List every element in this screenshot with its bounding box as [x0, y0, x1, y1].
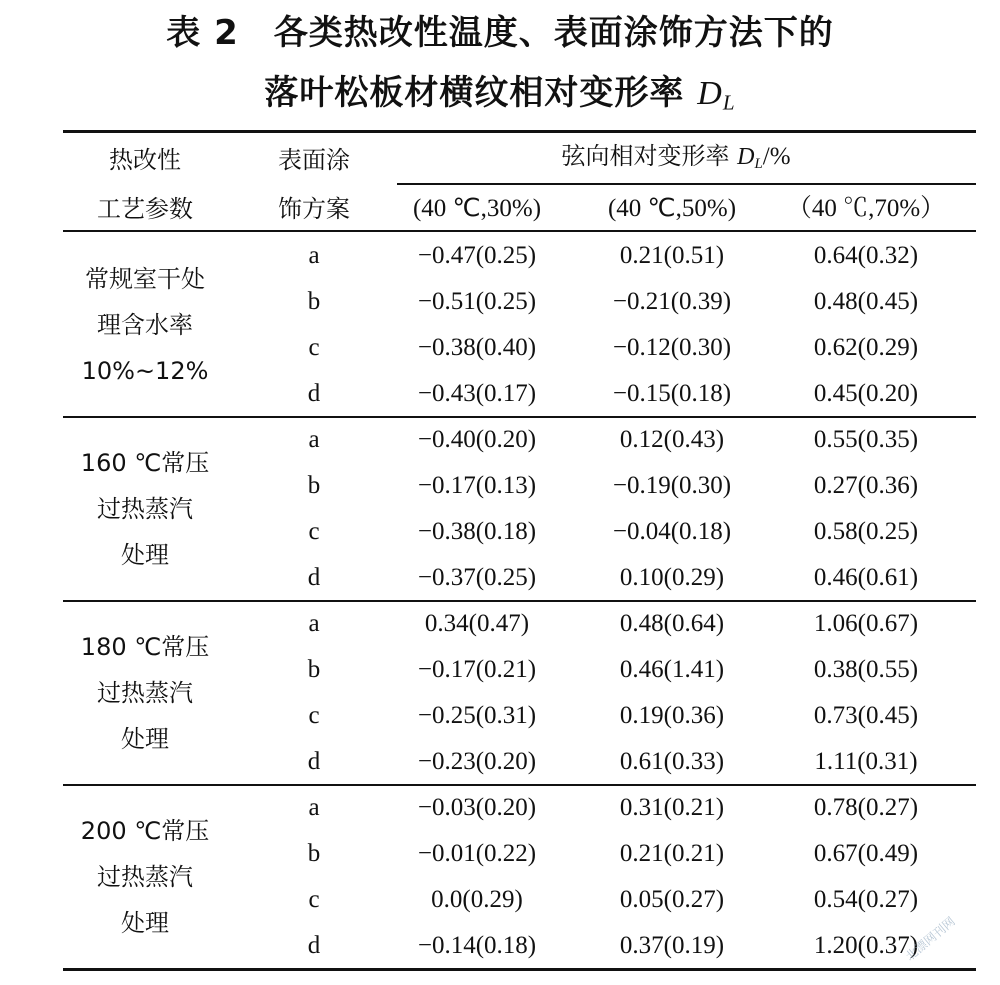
value-cell: 0.27(0.36): [813, 472, 919, 499]
value-cell: −0.17(0.13): [417, 472, 537, 499]
scheme-cell: b: [307, 288, 321, 315]
process-label-line: 理含水率: [97, 311, 193, 339]
process-label-line: 10%~12%: [81, 357, 209, 385]
value-cell: 0.34(0.47): [424, 610, 530, 637]
header-scheme-line1: 表面涂: [278, 146, 350, 174]
process-label-line: 处理: [121, 725, 169, 753]
header-group-text: 弦向相对变形率: [561, 142, 738, 171]
process-label-line: 200 ℃常压: [80, 817, 210, 845]
process-label-line: 常规室干处: [85, 265, 205, 293]
process-label-line: 处理: [121, 909, 169, 937]
value-cell: −0.37(0.25): [417, 564, 537, 591]
scheme-cell: a: [308, 610, 320, 637]
value-cell: 0.31(0.21): [619, 794, 725, 821]
process-label-line: 过热蒸汽: [97, 863, 193, 891]
value-cell: 0.21(0.51): [619, 242, 725, 269]
header-group-unit: /%: [762, 143, 791, 171]
group-divider-1: [63, 416, 976, 418]
value-cell: 0.62(0.29): [813, 334, 919, 361]
group-divider-2: [63, 600, 976, 602]
value-cell: 0.37(0.19): [619, 932, 725, 959]
value-cell: 0.78(0.27): [813, 794, 919, 821]
scheme-cell: d: [307, 564, 321, 591]
group-divider-3: [63, 784, 976, 786]
value-cell: −0.04(0.18): [612, 518, 732, 545]
value-cell: 0.12(0.43): [619, 426, 725, 453]
process-label-line: 处理: [121, 541, 169, 569]
process-label-line: 过热蒸汽: [97, 495, 193, 523]
header-process-line1: 热改性: [109, 146, 181, 174]
value-cell: −0.43(0.17): [417, 380, 537, 407]
table-title-line1: 表 2 各类热改性温度、表面涂饰方法下的: [166, 13, 834, 53]
value-cell: −0.25(0.31): [417, 702, 537, 729]
scheme-cell: c: [308, 886, 320, 913]
value-cell: 0.0(0.29): [431, 886, 523, 913]
header-bottom-rule: [63, 230, 976, 232]
table-title-text: 落叶松板材横纹相对变形率: [264, 73, 698, 113]
header-condition-3: （40 ℃,70%）: [786, 195, 946, 222]
table-title-symbol: D: [697, 75, 723, 112]
value-cell: 0.58(0.25): [813, 518, 919, 545]
value-cell: −0.38(0.40): [417, 334, 537, 361]
top-rule: [63, 130, 976, 133]
value-cell: −0.15(0.18): [612, 380, 732, 407]
value-cell: −0.19(0.30): [612, 472, 732, 499]
value-cell: −0.40(0.20): [417, 426, 537, 453]
value-cell: 0.55(0.35): [813, 426, 919, 453]
value-cell: 1.20(0.37): [813, 932, 919, 959]
scheme-cell: c: [308, 518, 320, 545]
value-cell: 0.46(0.61): [813, 564, 919, 591]
value-cell: −0.21(0.39): [612, 288, 732, 315]
value-cell: 0.21(0.21): [619, 840, 725, 867]
value-cell: −0.38(0.18): [417, 518, 537, 545]
scheme-cell: d: [307, 380, 321, 407]
value-cell: 0.48(0.45): [813, 288, 919, 315]
scheme-cell: a: [308, 794, 320, 821]
value-cell: −0.12(0.30): [612, 334, 732, 361]
scheme-cell: b: [307, 840, 321, 867]
value-cell: −0.01(0.22): [417, 840, 537, 867]
value-cell: 0.73(0.45): [813, 702, 919, 729]
value-cell: −0.03(0.20): [417, 794, 537, 821]
group-header-rule: [397, 183, 976, 185]
header-condition-1: (40 ℃,30%): [412, 195, 542, 222]
header-scheme-line2: 饰方案: [278, 195, 350, 223]
scheme-cell: b: [307, 656, 321, 683]
process-label-line: 160 ℃常压: [80, 449, 210, 477]
value-cell: 0.48(0.64): [619, 610, 725, 637]
value-cell: −0.47(0.25): [417, 242, 537, 269]
value-cell: 0.67(0.49): [813, 840, 919, 867]
scheme-cell: c: [308, 702, 320, 729]
bottom-rule: [63, 968, 976, 971]
value-cell: 0.38(0.55): [813, 656, 919, 683]
value-cell: 0.46(1.41): [619, 656, 725, 683]
value-cell: −0.51(0.25): [417, 288, 537, 315]
value-cell: −0.23(0.20): [417, 748, 537, 775]
scheme-cell: a: [308, 426, 320, 453]
value-cell: −0.14(0.18): [417, 932, 537, 959]
scheme-cell: b: [307, 472, 321, 499]
value-cell: 1.11(0.31): [814, 748, 918, 775]
table-title-subscript: L: [722, 90, 736, 115]
value-cell: 0.54(0.27): [813, 886, 919, 913]
header-group-label: [561, 141, 790, 179]
table-title-line2: [0, 73, 1000, 115]
value-cell: −0.17(0.21): [417, 656, 537, 683]
header-condition-2: (40 ℃,50%): [607, 195, 737, 222]
value-cell: 0.05(0.27): [619, 886, 725, 913]
process-label-line: 过热蒸汽: [97, 679, 193, 707]
value-cell: 0.19(0.36): [619, 702, 725, 729]
value-cell: 0.64(0.32): [813, 242, 919, 269]
process-label-line: 180 ℃常压: [80, 633, 210, 661]
value-cell: 0.61(0.33): [619, 748, 725, 775]
header-group-symbol: D: [737, 144, 755, 171]
value-cell: 1.06(0.67): [813, 610, 919, 637]
header-process-line2: 工艺参数: [97, 195, 193, 223]
header-group-subscript: L: [754, 155, 763, 172]
scheme-cell: a: [308, 242, 320, 269]
value-cell: 0.45(0.20): [813, 380, 919, 407]
scheme-cell: d: [307, 748, 321, 775]
value-cell: 0.10(0.29): [619, 564, 725, 591]
scheme-cell: c: [308, 334, 320, 361]
scheme-cell: d: [307, 932, 321, 959]
watermark: 北漂网刊网: [902, 914, 958, 964]
